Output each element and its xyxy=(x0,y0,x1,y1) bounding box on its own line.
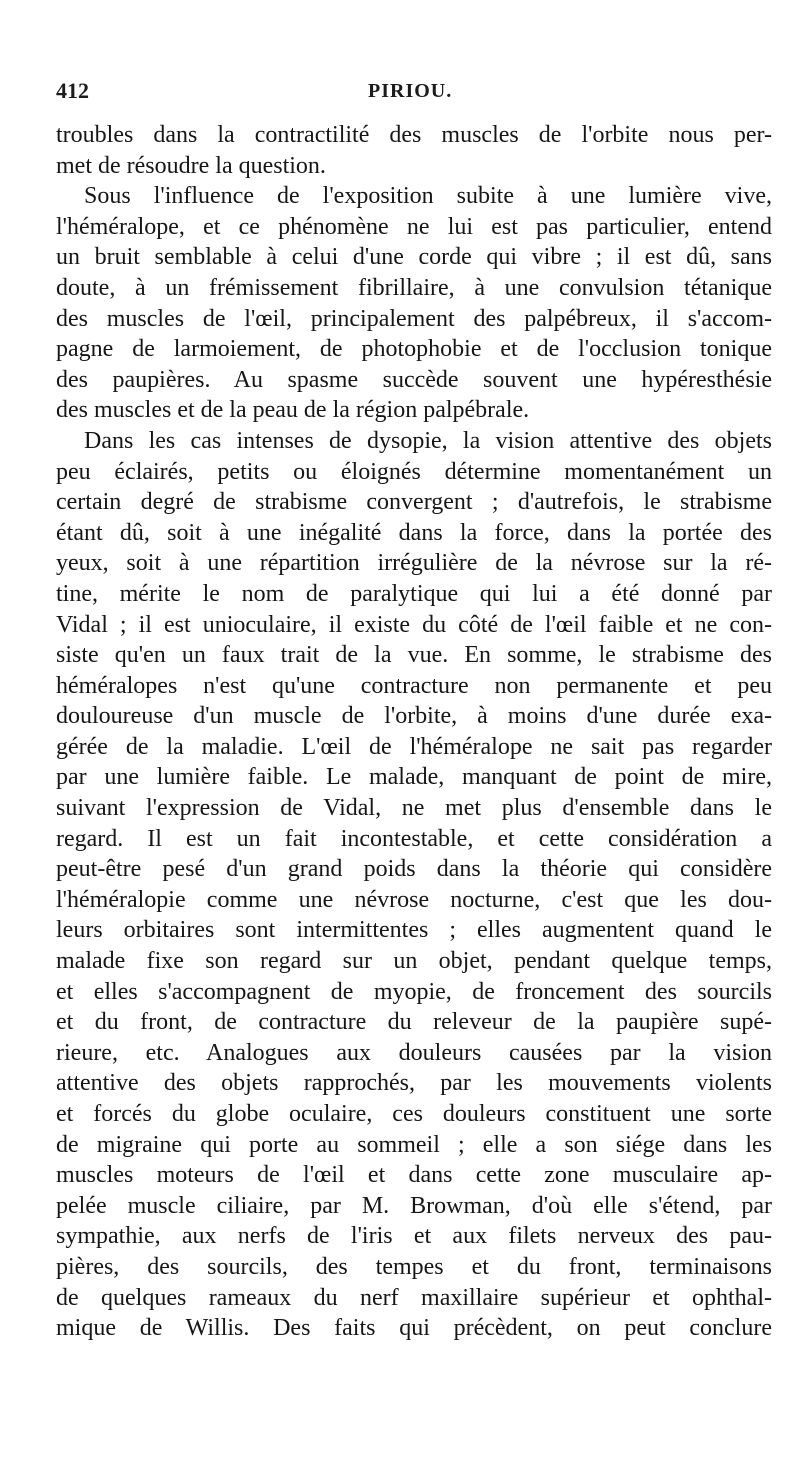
text-line: douloureuse d'un muscle de l'orbite, à moins d'une durée exa- xyxy=(56,703,772,730)
text-line: des paupières. Au spasme succède souvent une hypéresthésie xyxy=(56,366,772,393)
text-line: gérée de la maladie. L'œil de l'héméralope ne sait pas regarder xyxy=(56,733,772,760)
text-line: peu éclairés, petits ou éloignés détermine momentanément un xyxy=(56,458,772,485)
page-number: 412 xyxy=(56,78,89,103)
text-line: troubles dans la contractilité des muscles de l'orbite nous per- xyxy=(56,122,772,148)
text-line: leurs orbitaires sont intermittentes ; elles augmentent quand le xyxy=(56,917,772,944)
text-line: l'héméralope, et ce phénomène ne lui est pas particulier, entend xyxy=(56,213,772,240)
text-line: yeux, soit à une répartition irrégulière de la névrose sur la ré- xyxy=(56,550,772,577)
text-line: met de résoudre la question. xyxy=(56,152,326,179)
text-line: tine, mérite le nom de paralytique qui lui a été donné par xyxy=(56,580,772,607)
text-line: certain degré de strabisme convergent ; d'autrefois, le strabisme xyxy=(56,489,772,516)
text-line: et du front, de contracture du releveur de la paupière supé- xyxy=(56,1009,772,1036)
text-line: l'héméralopie comme une névrose nocturne, c'est que les dou- xyxy=(56,886,772,913)
text-line: pelée muscle ciliaire, par M. Browman, d'où elle s'étend, par xyxy=(56,1192,772,1219)
page-header xyxy=(56,78,756,110)
text-line: muscles moteurs de l'œil et dans cette zone musculaire ap- xyxy=(56,1162,772,1189)
paragraph-first-line: Dans les cas intenses de dysopie, la vision attentive des objets xyxy=(84,427,772,454)
paragraph-first-line: Sous l'influence de l'exposition subite à une lumière vive, xyxy=(84,183,772,210)
text-line: malade fixe son regard sur un objet, pendant quelque temps, xyxy=(56,948,772,975)
text-line: rieure, etc. Analogues aux douleurs causées par la vision xyxy=(56,1039,772,1066)
text-line: héméralopes n'est qu'une contracture non permanente et peu xyxy=(56,672,772,699)
text-line: peut-être pesé d'un grand poids dans la théorie qui considère xyxy=(56,856,772,883)
text-line: doute, à un frémissement fibrillaire, à une convulsion tétanique xyxy=(56,274,772,301)
text-line: des muscles et de la peau de la région palpébrale. xyxy=(56,397,530,424)
text-line: regard. Il est un fait incontestable, et cette considération a xyxy=(56,825,772,852)
text-line: des muscles de l'œil, principalement des palpébreux, il s'accom- xyxy=(56,305,772,332)
running-head: PIRIOU. xyxy=(368,80,453,102)
text-line: et forcés du globe oculaire, ces douleurs constituent une sorte xyxy=(56,1101,772,1127)
text-line: étant dû, soit à une inégalité dans la force, dans la portée des xyxy=(56,519,772,546)
text-line: siste qu'en un faux trait de la vue. En somme, le strabisme des xyxy=(56,642,772,669)
text-line: de quelques rameaux du nerf maxillaire supérieur et ophthal- xyxy=(56,1284,772,1311)
text-line: un bruit semblable à celui d'une corde qui vibre ; il est dû, sans xyxy=(56,244,772,271)
text-line: et elles s'accompagnent de myopie, de froncement des sourcils xyxy=(56,978,772,1005)
text-line: mique de Willis. Des faits qui précèdent, on peut conclure xyxy=(56,1315,772,1342)
text-line: pagne de larmoiement, de photophobie et de l'occlusion tonique xyxy=(56,336,772,363)
text-line: sympathie, aux nerfs de l'iris et aux filets nerveux des pau- xyxy=(56,1223,772,1250)
text-line: Vidal ; il est unioculaire, il existe du côté de l'œil faible et ne con- xyxy=(56,611,772,638)
text-line: pières, des sourcils, des tempes et du front, terminaisons xyxy=(56,1253,772,1280)
body-text xyxy=(56,120,772,1344)
text-line: par une lumière faible. Le malade, manquant de point de mire, xyxy=(56,764,772,791)
text-line: suivant l'expression de Vidal, ne met plus d'ensemble dans le xyxy=(56,795,772,822)
text-line: attentive des objets rapprochés, par les mouvements violents xyxy=(56,1070,772,1097)
text-line: de migraine qui porte au sommeil ; elle a son siége dans les xyxy=(56,1131,772,1158)
